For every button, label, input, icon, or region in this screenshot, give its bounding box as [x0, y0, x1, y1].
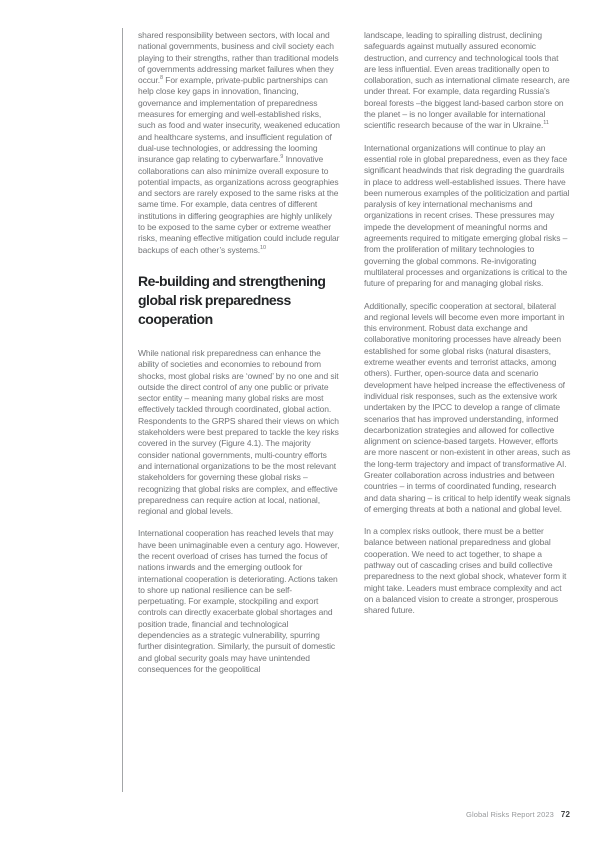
section-heading: Re-building and strengthening global risk preparedness cooperation [138, 272, 326, 327]
paragraph: While national risk preparedness can enhance the ability of societies and economies to rebound from shocks, most global risks are ‘owned’ by no one and sit outside the direct control of any one public or private sector entity – meaning many global risks are most effectively tackled through coordinated, global action. Respondents to the GRPS shared their views on which stakeholders were best prepared to tackle the key risks covered in the survey (Figure 4.1). The majority consider national governments, multi-country efforts and international organizations to be the most relevant stakeholders for governing these global risks – recognizing that global risks are complex, and effective preparedness can require action at local, national, regional and global levels. [138, 347, 339, 517]
footer [466, 810, 570, 819]
left-column [138, 30, 340, 686]
footnote-ref: 11 [543, 120, 549, 127]
footnote-ref: 8 [159, 75, 164, 82]
footnote-ref: 9 [280, 154, 284, 161]
report-title: Global Risks Report 2023 [466, 810, 554, 819]
right-column [364, 30, 571, 628]
paragraph: International organizations will continue to play an essential role in global preparedness, even as they face significant headwinds that risk degrading the guardrails in place to address well-established issues. There have been numerous examples of the politicization and partial paralysis of key international mechanisms and organizations in recent crises. These pressures may impede the development of meaningful norms and agreements required to mitigate emerging global risks – from the proliferation of military technologies to governing the global commons. Re-invigorating multilateral processes and organizations is critical to the future of preparing for and managing global risks. [364, 142, 570, 289]
left-margin-rule [122, 28, 123, 792]
footnote-ref: 10 [260, 244, 267, 251]
paragraph: landscape, leading to spiralling distrust, declining safeguards against mutually assured economic destruction, and currency and technological tools that are less influential. Even areas traditionally open to collaboration, such as international climate research, are under threat. For example, data regarding Russia’s boreal forests –the biggest land-based carbon store on the planet – is no longer available for international scientific research because of the war in Ukraine.$^{11}$ [364, 30, 570, 131]
paragraph: In a complex risks outlook, there must be a better balance between national preparedness and global cooperation. We need to act together, to shape a pathway out of cascading crises and build collective preparedness to the next global shock, whatever form it might take. Leaders must embrace complexity and act on a balanced vision to create a stronger, prosperous shared future. [364, 526, 567, 616]
paragraph: shared responsibility between sectors, with local and national governments, business and civil society each playing to their strengths, rather than traditional models of governments addressing market failures when they occur.$^8$ For example, private-public partnerships can help close key gaps in innovation, financing, governance and implementation of preparedness measures for emerging and well-established risks, such as food and water insecurity, weakened education and healthcare systems, and insufficient regulation of dual-use technologies, or addressing the looming insurance gap relating to cyberwarfare.$^9$ Innovative collaborations can also minimize overall exposure to potential impacts, as organizations across geographies and sectors are rarely exposed to the same risks at the same time. For example, data centres of different institutions in differing geographies are highly unlikely to be exposed to the same cyber or extreme weather risks, meaning effective mitigation could include regular backups of each other’s systems.$^{10}$ [138, 30, 340, 255]
paragraph: International cooperation has reached levels that may have been unimaginable even a century ago. However, the recent overload of crises has turned the focus of nations inwards and the emerging outlook for international cooperation is deteriorating. Actions taken to shore up national resilience can be self-perpetuating. For example, stockpiling and export controls can directly exacerbate global shortages and position trade, financial and technological dependencies as a strategic vulnerability, spurring further disintegration. Similarly, the pursuit of domestic and global security goals may have unintended consequences for the geopolitical [138, 528, 340, 674]
paragraph: Additionally, specific cooperation at sectoral, bilateral and regional levels will become even more important in this environment. Robust data exchange and collaborative monitoring processes have already been established for some global risks (natural disasters, extreme weather events and terrorist attacks, among others). Further, open-source data and scenario development have helped increase the effectiveness of individual risk responses, such as the extensive work undertaken by the IPCC to develop a range of climate scenarios that has improved understanding, informed decarbonization strategies and allowed for collective alignment on science-based targets. However, efforts are more nascent or non-existent in other areas, such as the long-term trajectory and impact of transformative AI. Greater collaboration across industries and between countries – in terms of coordinated funding, research and data sharing – is critical to help identify weak signals of emerging threats at both a national and global level. [364, 300, 571, 514]
page-number: 72 [560, 810, 570, 819]
